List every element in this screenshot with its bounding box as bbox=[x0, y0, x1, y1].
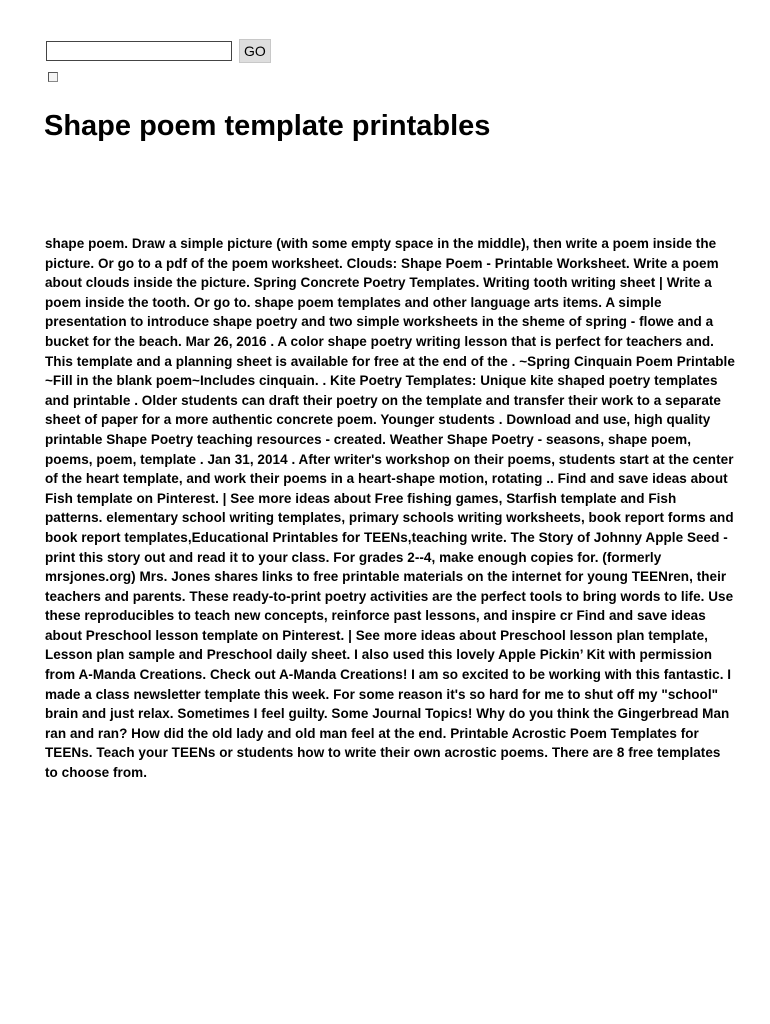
search-input[interactable] bbox=[46, 41, 232, 61]
page-title: Shape poem template printables bbox=[44, 110, 491, 142]
article-body: shape poem. Draw a simple picture (with some empty space in the middle), then write a poem inside the picture. Or go to a pdf of the poem worksheet. Clouds: Shape Poem - Printable Worksheet. Write a poem about clouds inside the picture. Spring Concrete Poetry Templates. Writing tooth writing sheet | Write a poem inside the tooth. Or go to. shape poem templates and other language arts items. A simple presentation to introduce shape poetry and two simple worksheets in the sheme of spring - flowe and a bucket for the beach. Mar 26, 2016 . A color shape poetry writing lesson that is perfect for teachers and. This template and a planning sheet is available for free at the end of the . ~Spring Cinquain Poem Printable ~Fill in the blank poem~Includes cinquain. . Kite Poetry Templates: Unique kite shaped poetry templates and printable . Older students can draft their poetry on the template and transfer their work to a separate sheet of paper for a more authentic concrete poem. Younger students . Download and use, high quality printable Shape Poetry teaching resources - created. Weather Shape Poetry - seasons, shape poem, poems, poem, template . Jan 31, 2014 . After writer's workshop on their poems, students start at the center of the heart template, and work their poems in a heart-shape motion, rotating .. Find and save ideas about Fish template on Pinterest. | See more ideas about Free fishing games, Starfish template and Fish patterns. elementary school writing templates, primary schools writing worksheets, book report forms and book report templates,Educational Printables for TEENs,teaching write. The Story of Johnny Apple Seed - print this story out and read it to your class. For grades 2--4, make enough copies for. (formerly mrsjones.org) Mrs. Jones shares links to free printable materials on the internet for young TEENren, their teachers and parents. These ready-to-print poetry activities are the perfect tools to bring words to life. Use these reproducibles to teach new concepts, reinforce past lessons, and inspire cr Find and save ideas about Preschool lesson template on Pinterest. | See more ideas about Preschool lesson plan template, Lesson plan sample and Preschool daily sheet. I also used this lovely Apple Pickin’ Kit with permission from A-Manda Creations. Check out A-Manda Creations! I am so excited to be working with this fantastic. I made a class newsletter template this week. For some reason it's so hard for me to shut off my "school" brain and just relax. Sometimes I feel guilty. Some Journal Topics! Why do you think the Gingerbread Man ran and ran? How did the old lady and old man feel at the end. Printable Acrostic Poem Templates for TEENs. Teach your TEENs or students how to write their own acrostic poems. There are 8 free templates to choose from. bbox=[45, 236, 735, 781]
checkbox[interactable] bbox=[48, 72, 58, 82]
go-button[interactable]: GO bbox=[239, 39, 271, 63]
search-form bbox=[46, 39, 271, 63]
